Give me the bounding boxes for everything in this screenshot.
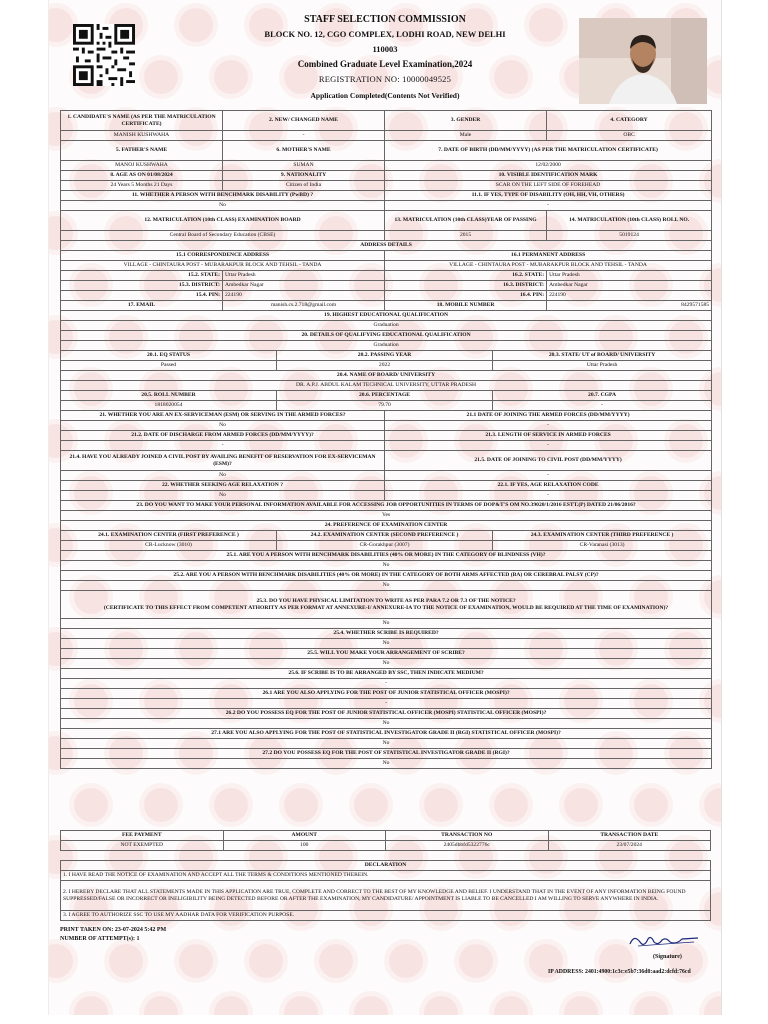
father-name-label: 5. FATHER'S NAME bbox=[61, 141, 223, 161]
board-state-label: 20.3. STATE/ UT of BOARD/ UNIVERSITY bbox=[493, 351, 712, 361]
percentage-label: 20.6. PERCENTAGE bbox=[277, 391, 493, 401]
eq-status-label: 20.1. EQ STATUS bbox=[61, 351, 277, 361]
age-relaxation-value: No bbox=[61, 491, 385, 501]
center-third-label: 24.3. EXAMINATION CENTER (THIRD PREFERENCE ) bbox=[493, 531, 712, 541]
watermark-emblem bbox=[284, 996, 318, 1015]
matric-year-value: 2015 bbox=[385, 231, 547, 241]
declaration-item-1: 1. I HAVE READ THE NOTICE OF EXAMINATION AND ACCEPT ALL THE TERMS & CONDITIONS MENTIONED THEREIN. bbox=[61, 871, 711, 881]
center-second-label: 24.2. EXAMINATION CENTER (SECOND PREFERENCE ) bbox=[277, 531, 493, 541]
personal-info-sharing-value: Yes bbox=[61, 511, 712, 521]
age-label: 8. AGE AS ON 01/08/2024 bbox=[61, 171, 223, 181]
qualifying-qualification-label: 20. DETAILS OF QUALIFYING EDUCATIONAL QUALIFICATION bbox=[61, 331, 712, 341]
armed-forces-joining-label: 21.1 DATE OF JOINING THE ARMED FORCES (DD/MM/YYYY) bbox=[385, 411, 712, 421]
org-name: STAFF SELECTION COMMISSION bbox=[304, 14, 466, 25]
changed-name-label: 2. NEW/ CHANGED NAME bbox=[223, 111, 385, 131]
candidate-signature bbox=[624, 930, 704, 950]
nationality-label: 9. NATIONALITY bbox=[223, 171, 385, 181]
declaration-table bbox=[60, 860, 711, 921]
identification-mark-label: 10. VISIBLE IDENTIFICATION MARK bbox=[385, 171, 712, 181]
watermark-emblem bbox=[214, 788, 248, 822]
watermark-emblem bbox=[354, 788, 388, 822]
corr-pin-value: 224190 bbox=[223, 291, 385, 301]
writing-limitation-note: (CERTIFICATE TO THIS EFFECT FROM COMPETENT ATHORITY AS PER FORMAT AT ANNEXURE-I/ ANNEXURE-IA TO THE NOTICE OF EXAMINATION, WOULD BE REQUIRED AT THE TIME OF EXAMINATION)? bbox=[103, 604, 669, 611]
fee-payment-table bbox=[60, 830, 711, 851]
watermark-emblem bbox=[424, 996, 458, 1015]
passing-year-value: 2022 bbox=[277, 361, 493, 371]
gender-value: Male bbox=[385, 131, 547, 141]
age-relaxation-label: 22. WHETHER SEEKING AGE RELAXATION ? bbox=[61, 481, 385, 491]
scribe-medium-label: 25.6. IF SCRIBE IS TO BE ARRANGED BY SSC, THEN INDICATE MEDIUM? bbox=[61, 669, 712, 679]
transaction-date-label: TRANSACTION DATE bbox=[548, 831, 711, 841]
amount-value: 100 bbox=[223, 841, 386, 851]
pwbd-value: No bbox=[61, 201, 385, 211]
civil-post-joining-label: 21.5. DATE OF JOINING TO CIVIL POST (DD/MM/YYYY) bbox=[385, 451, 712, 471]
own-scribe-label: 25.5. WILL YOU MAKE YOUR ARRANGEMENT OF SCRIBE? bbox=[61, 649, 712, 659]
watermark-emblem bbox=[564, 788, 598, 822]
email-label: 17. EMAIL bbox=[61, 301, 223, 311]
roll-number-label: 20.5. ROLL NUMBER bbox=[61, 391, 277, 401]
armed-forces-joining-value: - bbox=[385, 421, 712, 431]
age-relaxation-code-label: 22.1. IF YES, AGE RELAXATION CODE bbox=[385, 481, 712, 491]
writing-limitation-question: 25.3. DO YOU HAVE PHYSICAL LIMITATION TO WRITE AS PER PARA 7.2 OR 7.3 OF THE NOTICE? bbox=[256, 598, 516, 605]
si-eq-value: No bbox=[61, 759, 712, 769]
gender-label: 3. GENDER bbox=[385, 111, 547, 131]
scribe-required-value: No bbox=[61, 639, 712, 649]
si-applying-label: 27.1 ARE YOU ALSO APPLYING FOR THE POST OF STATISTICAL INVESTIGATOR GRADE II (RGI) STATISTICAL OFFICER (MOSPI)? bbox=[61, 729, 712, 739]
civil-post-joining-value: - bbox=[385, 471, 712, 481]
arms-cp-value: No bbox=[61, 581, 712, 591]
org-address: BLOCK NO. 12, CGO COMPLEX, LODHI ROAD, NEW DELHI bbox=[264, 29, 506, 39]
ex-serviceman-label: 21. WHETHER YOU ARE AN EX-SERVICEMAN (ESM) OR SERVING IN THE ARMED FORCES? bbox=[61, 411, 385, 421]
matric-board-value: Central Board of Secondary Education (CBSE) bbox=[61, 231, 385, 241]
perm-district-label: 16.3. DISTRICT: bbox=[385, 281, 547, 291]
watermark-emblem bbox=[109, 944, 143, 978]
dob-value: 12/02/2000 bbox=[385, 161, 712, 171]
matric-year-label: 13. MATRICULATION (10th CLASS)YEAR OF PASSING bbox=[385, 211, 547, 231]
declaration-item-2: 2. I HEREBY DECLARE THAT ALL STATEMENTS MADE IN THIS APPLICATION ARE TRUE, COMPLETE AND CORRECT TO THE BEST OF MY KNOWLEDGE AND BELIEF. I UNDERSTAND THAT IN THE EVENT OF ANY INFORMATION BEING FOUND SUPPRESSED/FALSE OR INCORRECT OR INELIGIBILITY BEING DETECTED BEFORE OR AFTER THE EXAMINATION, MY CANDIDATURE/ APPOINTMENT IS LIABLE TO BE CANCELLED I AM WILLING TO SERVE ANYWHERE IN INDIA. bbox=[61, 881, 711, 911]
watermark-emblem bbox=[634, 788, 668, 822]
highest-qualification-value: Graduation bbox=[61, 321, 712, 331]
watermark-emblem bbox=[319, 944, 353, 978]
mobile-label: 18. MOBILE NUMBER bbox=[385, 301, 547, 311]
changed-name-value: - bbox=[223, 131, 385, 141]
mother-name-label: 6. MOTHER'S NAME bbox=[223, 141, 385, 161]
transaction-no-label: TRANSACTION NO bbox=[386, 831, 549, 841]
corr-state-label: 15.2. STATE: bbox=[61, 271, 223, 281]
disability-type-label: 11.1. IF YES, TYPE OF DISABILITY (OH, HH, VH, OTHERS) bbox=[385, 191, 712, 201]
jso-applying-label: 26.1 ARE YOU ALSO APPLYING FOR THE POST OF JUNIOR STATISTICAL OFFICER (MOSPI)? bbox=[61, 689, 712, 699]
scribe-medium-value: - bbox=[61, 679, 712, 689]
perm-state-label: 16.2. STATE: bbox=[385, 271, 547, 281]
watermark-emblem bbox=[494, 996, 528, 1015]
watermark-emblem bbox=[389, 944, 423, 978]
permanent-address-label: 16.1 PERMANENT ADDRESS bbox=[385, 251, 712, 261]
watermark-emblem bbox=[249, 944, 283, 978]
corr-pin-label: 15.4. PIN: bbox=[61, 291, 223, 301]
eq-status-value: Passed bbox=[61, 361, 277, 371]
watermark-emblem bbox=[494, 788, 528, 822]
civil-post-esm-label: 21.4. HAVE YOU ALREADY JOINED A CIVIL POST BY AVAILING BENEFIT OF RESERVATION FOR EX-SERVICEMAN (ESM)? bbox=[61, 451, 385, 471]
perm-state-value: Uttar Pradesh bbox=[547, 271, 712, 281]
amount-label: AMOUNT bbox=[223, 831, 386, 841]
matric-roll-label: 14. MATRICULATION (10th CLASS) ROLL NO. bbox=[547, 211, 712, 231]
watermark-emblem bbox=[564, 996, 598, 1015]
application-status: Application Completed(Contents Not Verified) bbox=[310, 91, 460, 100]
blindness-label: 25.1. ARE YOU A PERSON WITH BENCHMARK DISABILITIES (40% OR MORE) IN THE CATEGORY OF BLINDNESS (VH)? bbox=[61, 551, 712, 561]
watermark-emblem bbox=[144, 788, 178, 822]
perm-district-value: Ambedkar Nagar bbox=[547, 281, 712, 291]
watermark-emblem bbox=[704, 788, 722, 822]
age-value: 24 Years 5 Months 21 Days bbox=[61, 181, 223, 191]
discharge-date-value: - bbox=[61, 441, 385, 451]
correspondence-address-value: VILLAGE - CHINTAURA POST - MUBARAKPUR BLOCK AND TEHSIL - TANDA bbox=[61, 261, 385, 271]
candidate-name-label: 1. CANDIDATE'S NAME (AS PER THE MATRICULATION CERTIFICATE) bbox=[61, 111, 223, 131]
exam-name: Combined Graduate Level Examination,2024 bbox=[297, 59, 473, 69]
fee-payment-label: FEE PAYMENT bbox=[61, 831, 224, 841]
center-second-value: CR-Gorakhpur (3007) bbox=[277, 541, 493, 551]
corr-district-value: Ambedkar Nagar bbox=[223, 281, 385, 291]
watermark-emblem bbox=[144, 996, 178, 1015]
ex-serviceman-value: No bbox=[61, 421, 385, 431]
writing-limitation-label bbox=[61, 591, 712, 619]
discharge-date-label: 21.2. DATE OF DISCHARGE FROM ARMED FORCES (DD/MM/YYYY)? bbox=[61, 431, 385, 441]
service-length-label: 21.3. LENGTH OF SERVICE IN ARMED FORCES bbox=[385, 431, 712, 441]
disability-type-value: - bbox=[385, 201, 712, 211]
matric-roll-value: 5019124 bbox=[547, 231, 712, 241]
pwbd-label: 11. WHETHER A PERSON WITH BENCHMARK DISABILITY (PwBD) ? bbox=[61, 191, 385, 201]
watermark-emblem bbox=[354, 996, 388, 1015]
passing-year-label: 20.2. PASSING YEAR bbox=[277, 351, 493, 361]
exam-center-preference-label: 24. PREFERENCE OF EXAMINATION CENTER bbox=[61, 521, 712, 531]
corr-district-label: 15.3. DISTRICT: bbox=[61, 281, 223, 291]
university-value: DR. A.P.J. ABDUL KALAM TECHNICAL UNIVERSITY, UTTAR PRADESH bbox=[61, 381, 712, 391]
email-value: manish.cs.2.718@gmail.com bbox=[223, 301, 385, 311]
category-label: 4. CATEGORY bbox=[547, 111, 712, 131]
civil-post-esm-value: No bbox=[61, 471, 385, 481]
declaration-title: DECLARATION bbox=[61, 861, 711, 871]
jso-applying-value: - bbox=[61, 699, 712, 709]
cgpa-label: 20.7. CGPA bbox=[493, 391, 712, 401]
jso-eq-label: 26.2 DO YOU POSSESS EQ FOR THE POST OF JUNIOR STATISTICAL OFFICER (MOSPI) STATISTICAL OFFICER (MOSPI)? bbox=[61, 709, 712, 719]
university-label: 20.4. NAME OF BOARD/ UNIVERSITY bbox=[61, 371, 712, 381]
arms-cp-label: 25.2. ARE YOU A PERSON WITH BENCHMARK DISABILITIES (40% OR MORE) IN THE CATEGORY OF BOTH ARMS AFFECTED (BA) OR CEREBRAL PALSY (CP)? bbox=[61, 571, 712, 581]
scribe-required-label: 25.4. WHETHER SCRIBE IS REQUIRED? bbox=[61, 629, 712, 639]
permanent-address-value: VILLAGE - CHINTAURA POST - MUBARAKPUR BLOCK AND TEHSIL - TANDA bbox=[385, 261, 712, 271]
highest-qualification-label: 19. HIGHEST EDUCATIONAL QUALIFICATION bbox=[61, 311, 712, 321]
si-applying-value: No bbox=[61, 739, 712, 749]
blindness-value: No bbox=[61, 561, 712, 571]
roll-number-value: 1818020054 bbox=[61, 401, 277, 411]
percentage-value: 79.70 bbox=[277, 401, 493, 411]
print-taken-on: PRINT TAKEN ON: 23-07-2024 5:42 PM bbox=[60, 927, 167, 933]
document-header bbox=[49, 12, 721, 87]
perm-pin-label: 16.4. PIN: bbox=[385, 291, 547, 301]
cgpa-value: - bbox=[493, 401, 712, 411]
fee-payment-value: NOT EXEMPTED bbox=[61, 841, 224, 851]
watermark-emblem bbox=[459, 944, 493, 978]
org-pin: 110003 bbox=[372, 44, 398, 54]
registration-number: REGISTRATION NO: 10000049525 bbox=[318, 74, 452, 84]
candidate-name-value: MANISH KUSHWAHA bbox=[61, 131, 223, 141]
mother-name-value: SUMAN bbox=[223, 161, 385, 171]
category-value: OBC bbox=[547, 131, 712, 141]
print-info bbox=[60, 926, 166, 944]
dob-label: 7. DATE OF BIRTH (DD/MM/YYYY) (AS PER THE MATRICULATION CERTIFICATE) bbox=[385, 141, 712, 161]
center-first-value: CR-Lucknow (3010) bbox=[61, 541, 277, 551]
matric-board-label: 12. MATRICULATION (10th CLASS) EXAMINATION BOARD bbox=[61, 211, 385, 231]
watermark-emblem bbox=[179, 944, 213, 978]
watermark-emblem bbox=[704, 996, 722, 1015]
transaction-date-value: 23/07/2024 bbox=[548, 841, 711, 851]
watermark-emblem bbox=[74, 788, 108, 822]
nationality-value: Citizen of India bbox=[223, 181, 385, 191]
center-first-label: 24.1. EXAMINATION CENTER (FIRST PREFERENCE ) bbox=[61, 531, 277, 541]
service-length-value: - bbox=[385, 441, 712, 451]
application-page bbox=[48, 0, 722, 1015]
center-third-value: CR-Varanasi (3013) bbox=[493, 541, 712, 551]
mobile-value: 8429571585 bbox=[547, 301, 712, 311]
corr-state-value: Uttar Pradesh bbox=[223, 271, 385, 281]
signature-label: (Signature) bbox=[653, 954, 682, 960]
watermark-emblem bbox=[424, 788, 458, 822]
watermark-emblem bbox=[214, 996, 248, 1015]
declaration-item-3: 3. I AGREE TO AUTHORIZE SSC TO USE MY AADHAR DATA FOR VERIFICATION PURPOSE. bbox=[61, 911, 711, 921]
jso-eq-value: No bbox=[61, 719, 712, 729]
personal-info-sharing-label: 23. DO YOU WANT TO MAKE YOUR PERSONAL INFORMATION AVAILABLE FOR ACCESSING JOB OPPORTUNITIES IN TERMS OF DOP&T'S OM NO.39020/1/2016 ESTT.(P) DATED 21/06/2016? bbox=[61, 501, 712, 511]
own-scribe-value: No bbox=[61, 659, 712, 669]
board-state-value: Uttar Pradesh bbox=[493, 361, 712, 371]
correspondence-address-label: 15.1 CORRESPONDENCE ADDRESS bbox=[61, 251, 385, 261]
perm-pin-value: 224190 bbox=[547, 291, 712, 301]
application-details-table bbox=[60, 110, 712, 769]
watermark-emblem bbox=[634, 996, 668, 1015]
age-relaxation-code-value: - bbox=[385, 491, 712, 501]
watermark-emblem bbox=[48, 944, 73, 978]
watermark-emblem bbox=[284, 788, 318, 822]
attempt-count: NUMBER OF ATTEMPT(s): 1 bbox=[60, 936, 140, 942]
father-name-value: MANOJ KUSHWAHA bbox=[61, 161, 223, 171]
writing-limitation-value: No bbox=[61, 619, 712, 629]
si-eq-label: 27.2 DO YOU POSSESS EQ FOR THE POST OF STATISTICAL INVESTIGATOR GRADE II (RGI)? bbox=[61, 749, 712, 759]
transaction-no-value: 2405dbbfd5322776c bbox=[386, 841, 549, 851]
ip-address: IP ADDRESS: 2401:4900:1c3c:e5b7:36d0:aad2:dcfd:76cd bbox=[548, 969, 691, 975]
identification-mark-value: SCAR ON THE LEFT SIDE OF FOREHEAD bbox=[385, 181, 712, 191]
watermark-emblem bbox=[74, 996, 108, 1015]
address-details-heading: ADDRESS DETAILS bbox=[61, 241, 712, 251]
qualifying-qualification-value: Graduation bbox=[61, 341, 712, 351]
